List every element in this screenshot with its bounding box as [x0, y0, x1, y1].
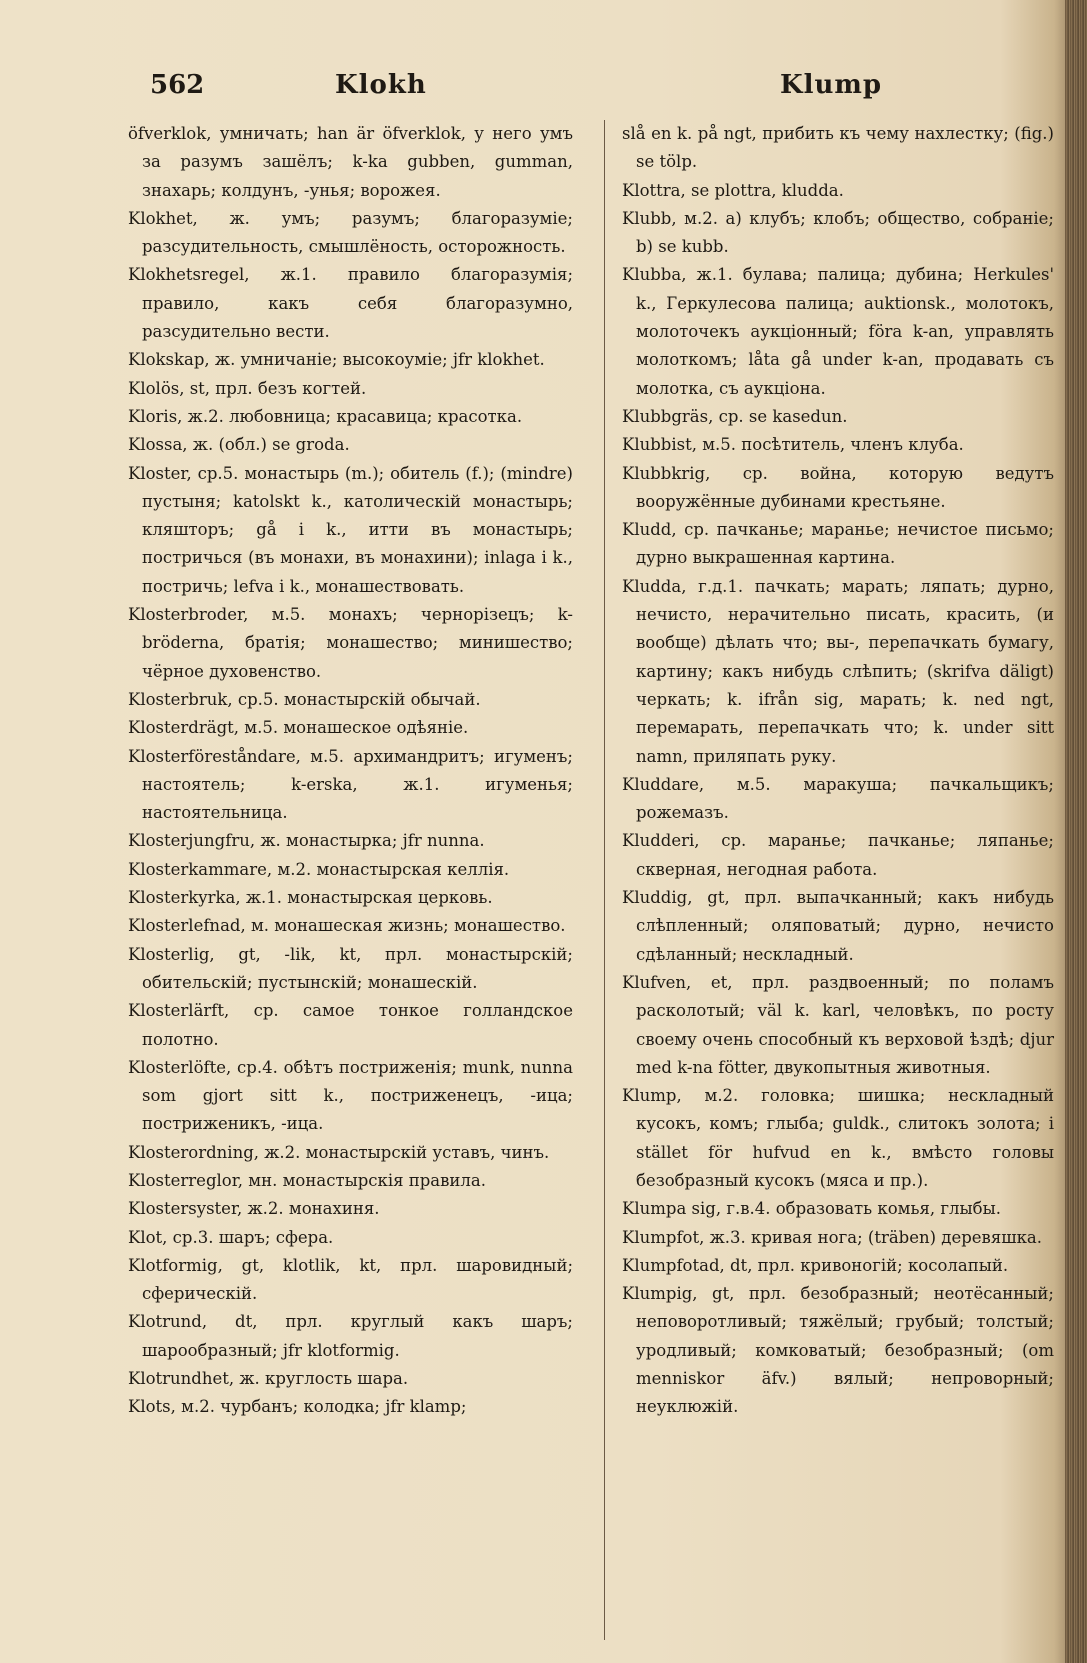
- dictionary-entry: Klumpfotad, dt, прл. кривоногій; косолапый.: [622, 1255, 1009, 1275]
- dictionary-entry: öfverklok, умничать; han är öfverklok, у него умъ за разумъ зашёлъ; k-ka gubben, gumman, знахарь; колдунъ, -унья; ворожея.: [128, 124, 573, 200]
- dictionary-entry: Klokskap, ж. умничаніе; высокоуміе; jfr klokhet.: [128, 350, 545, 370]
- dictionary-entry: Klotrund, dt, прл. круглый какъ шаръ; шарообразный; jfr klotformig.: [128, 1312, 573, 1360]
- dictionary-entry: Klosterjungfru, ж. монастырка; jfr nunna.: [128, 831, 485, 851]
- right-guide-word: Klump: [780, 70, 883, 100]
- dictionary-entry: Klottra, se plottra, kludda.: [622, 180, 844, 200]
- dictionary-entry: Klosterlöfte, ср.4. обѣтъ постриженія; munk, nunna som gjort sitt k., постриженецъ, -ица; постриженикъ, -ица.: [128, 1057, 573, 1134]
- column-divider: [604, 120, 605, 1640]
- dictionary-entry: Klosterlefnad, м. монашеская жизнь; монашество.: [128, 916, 566, 936]
- dictionary-entry: Klosterreglor, мн. монастырскія правила.: [128, 1170, 486, 1190]
- dictionary-entry: Klufven, et, прл. раздвоенный; по поламъ расколотый; väl k. karl, человѣкъ, по росту своему очень способный къ верховой ѣздѣ; djur med k-na fötter, двукопытныя животныя.: [622, 972, 1054, 1077]
- dictionary-entry: Kloster, ср.5. монастырь (m.); обитель (f.); (mindre) пустыня; katolskt k., католическій монастырь; кляшторъ; gå i k., итти въ монастырь; постричься (въ монахи, въ монахини); inlaga i k., постричь; lefva i k., монашествовать.: [128, 463, 573, 596]
- dictionary-entry: Kludda, г.д.1. пачкать; марать; ляпать; дурно, нечисто, нерачительно писать, красить, (и вообще) дѣлать что; вы-, перепачкать бумагу, картину; какъ нибудь слѣпить; (skrifva däligt) черкать; k. ifrån sig, марать; k. ned ngt, перемарать, перепачкать что; k. under sitt namn, приляпать руку.: [622, 576, 1054, 766]
- page-number: 562: [150, 70, 205, 100]
- dictionary-entry: Klosterordning, ж.2. монастырскій уставъ, чинъ.: [128, 1142, 550, 1162]
- dictionary-entry: Klokhetsregel, ж.1. правило благоразумія; правило, какъ себя благоразумно, разсудительно вести.: [128, 265, 573, 342]
- dictionary-entry: Klossa, ж. (обл.) se groda.: [128, 435, 350, 455]
- dictionary-entry: Klosterkammare, м.2. монастырская келлія.: [128, 859, 510, 879]
- dictionary-entry: Klubbist, м.5. посѣтитель, членъ клуба.: [622, 435, 964, 455]
- dictionary-entry: Klosterföreståndare, м.5. архимандритъ; игуменъ; настоятель; k-erska, ж.1. игуменья; настоятельница.: [128, 746, 573, 823]
- dictionary-entry: Klump, м.2. головка; шишка; нескладный кусокъ, комъ; глыба; guldk., слитокъ золота; i stället för hufvud en k., вмѣсто головы безобразный кусокъ (мяса и пр.).: [622, 1086, 1054, 1190]
- dictionary-entry: Kluddare, м.5. маракуша; пачкальщикъ; рожемазъ.: [622, 774, 1054, 823]
- page-edge: [1065, 0, 1087, 1663]
- dictionary-entry: Klosterlig, gt, -lik, kt, прл. монастырскій; обительскій; пустынскій; монашескій.: [128, 944, 573, 992]
- dictionary-entry: Klosterbruk, ср.5. монастырскій обычай.: [128, 689, 481, 709]
- page-header: [150, 70, 1027, 110]
- dictionary-entry: Klotformig, gt, klotlik, kt, прл. шаровидный; сферическій.: [128, 1255, 573, 1304]
- dictionary-entry: slå en k. på ngt, прибить къ чему нахлестку; (fig.) se tölp.: [622, 124, 1054, 172]
- dictionary-entry: Klosterlärft, ср. самое тонкое голландское полотно.: [128, 1001, 573, 1049]
- left-column: [128, 120, 573, 1422]
- dictionary-entry: Klumpig, gt, прл. безобразный; неотёсанный; неповоротливый; тяжёлый; грубый; толстый; уродливый; комковатый; безобразный; (om menniskor äfv.) вялый; непроворный; неуклюжій.: [622, 1284, 1054, 1417]
- dictionary-entry: Klubbgräs, ср. se kasedun.: [622, 406, 848, 426]
- right-column: [622, 120, 1054, 1422]
- dictionary-entry: Klokhet, ж. умъ; разумъ; благоразуміе; разсудительность, смышлёность, осторожность.: [128, 208, 573, 257]
- dictionary-entry: Klumpa sig, г.в.4. образовать комья, глыбы.: [622, 1199, 1001, 1219]
- dictionary-entry: Klot, ср.3. шаръ; сфера.: [128, 1227, 334, 1247]
- dictionary-entry: Kluddig, gt, прл. выпачканный; какъ нибудь слѣпленный; оляповатый; дурно, нечисто сдѣланный; нескладный.: [622, 888, 1054, 964]
- dictionary-entry: Klubbkrig, ср. война, которую ведутъ вооружённые дубинами крестьяне.: [622, 463, 1054, 511]
- dictionary-entry: Klosterkyrka, ж.1. монастырская церковь.: [128, 888, 493, 908]
- dictionary-entry: Klumpfot, ж.3. кривая нога; (träben) деревяшка.: [622, 1227, 1042, 1247]
- dictionary-entry: Klots, м.2. чурбанъ; колодка; jfr klamp;: [128, 1397, 467, 1417]
- left-guide-word: Klokh: [335, 70, 427, 100]
- dictionary-entry: Klosterbroder, м.5. монахъ; чернорізецъ; k-bröderna, братія; монашество; минишество; чёрное духовенство.: [128, 605, 573, 681]
- dictionary-entry: Kloris, ж.2. любовница; красавица; красотка.: [128, 406, 523, 426]
- dictionary-entry: Klubb, м.2. a) клубъ; клобъ; общество, собраніе; b) se kubb.: [622, 208, 1054, 257]
- dictionary-entry: Kludderi, ср. маранье; пачканье; ляпанье; скверная, негодная работа.: [622, 831, 1054, 879]
- dictionary-entry: Klostersyster, ж.2. монахиня.: [128, 1199, 380, 1219]
- dictionary-entry: Kludd, ср. пачканье; маранье; нечистое письмо; дурно выкрашенная картина.: [622, 520, 1054, 568]
- dictionary-entry: Klolös, st, прл. безъ когтей.: [128, 378, 367, 398]
- dictionary-entry: Klosterdrägt, м.5. монашеское одѣяніе.: [128, 718, 469, 738]
- dictionary-entry: Klotrundhet, ж. круглость шара.: [128, 1369, 409, 1389]
- dictionary-entry: Klubba, ж.1. булава; палица; дубина; Herkules' k., Геркулесова палица; auktionsk., молотокъ, молоточекъ аукціонный; föra k-an, управлять молоткомъ; låta gå under k-an, продавать съ молотка, съ аукціона.: [622, 265, 1054, 398]
